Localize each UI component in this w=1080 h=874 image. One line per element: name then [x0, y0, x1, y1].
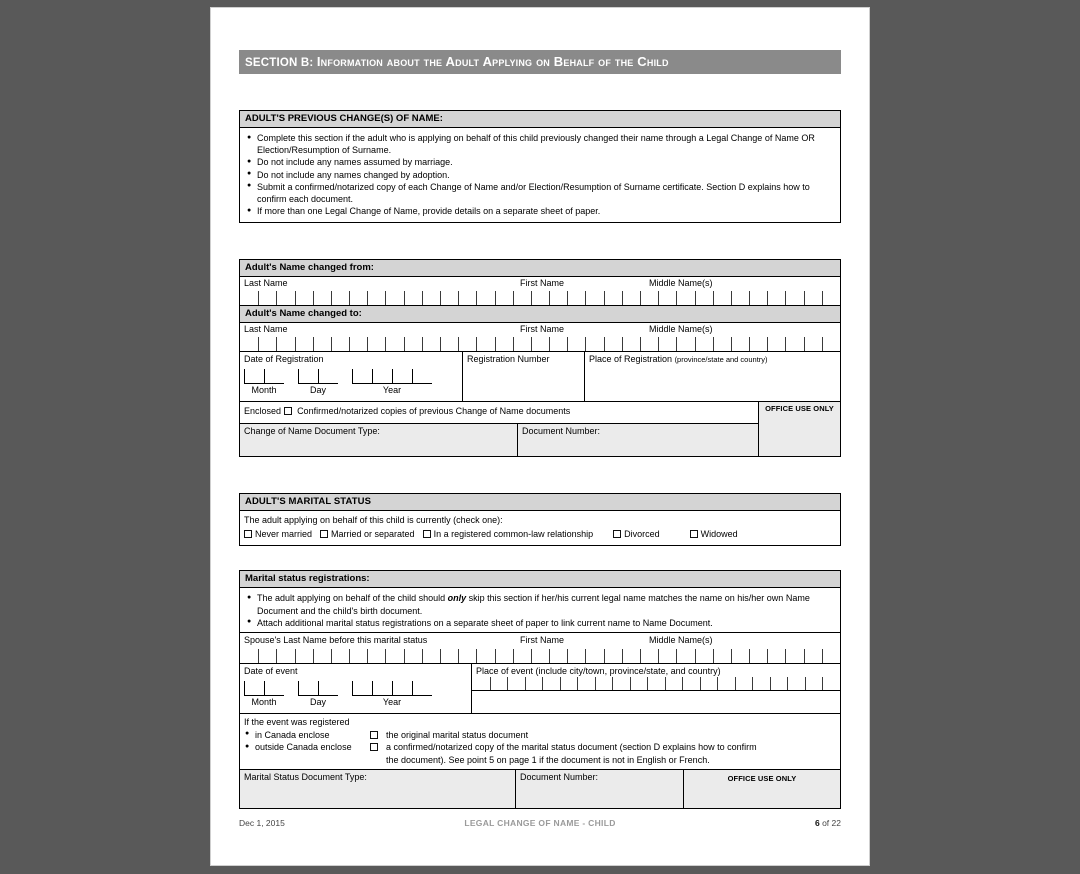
outside-canada-label: ● outside Canada enclose: [244, 741, 370, 754]
year-input[interactable]: [352, 369, 432, 384]
middle-name-label: Middle Name(s): [649, 278, 713, 289]
marital-document-row: [240, 769, 840, 808]
footer-page-current: 6: [814, 818, 820, 829]
event-day-group: [298, 681, 338, 709]
bullet1-pre: The adult applying on behalf of the child should: [257, 593, 448, 604]
enclosed-checkbox[interactable]: [284, 407, 292, 415]
date-of-registration-inputs: [240, 365, 462, 397]
widowed-label: Widowed: [700, 529, 738, 540]
place-of-registration-text: Place of Registration: [589, 354, 673, 365]
date-of-event-label: Date of event: [244, 666, 298, 677]
outside-canada-checkbox[interactable]: [370, 743, 378, 751]
name-changed-to-header: Adult's Name changed to:: [240, 305, 840, 323]
spouse-middle-name-label: Middle Name(s): [649, 635, 713, 646]
last-name-label: Last Name: [244, 324, 288, 335]
event-day-label: Day: [309, 697, 326, 708]
footer-title: LEGAL CHANGE OF NAME - CHILD: [464, 818, 616, 829]
day-group: [298, 369, 338, 397]
footer-date: Dec 1, 2015: [239, 818, 285, 829]
year-group: [352, 369, 432, 397]
day-label: Day: [309, 385, 326, 396]
page-content: [239, 50, 841, 828]
event-year-label: Year: [382, 697, 402, 708]
option-married-or-separated[interactable]: [320, 527, 415, 541]
list-item: ● Submit a confirmed/notarized copy of each Change of Name and/or Election/Resumption of Surname certificate. Section D explains how to confirm each document.: [246, 181, 834, 205]
enclosed-and-office-row: [240, 401, 840, 456]
option-widowed[interactable]: [690, 527, 738, 541]
divorced-label: Divorced: [624, 529, 660, 540]
name-from-labels: [240, 277, 840, 291]
option-common-law[interactable]: [423, 527, 594, 541]
spouse-name-labels: [240, 632, 840, 649]
spouse-last-name-label: Spouse's Last Name before this marital status: [244, 635, 428, 646]
previous-change-of-name-block: [239, 110, 841, 223]
marital-status-body: [240, 511, 840, 545]
list-item: ● Do not include any names changed by adoption.: [246, 169, 834, 181]
event-day-input[interactable]: [298, 681, 338, 696]
spouse-first-name-label: First Name: [520, 635, 565, 646]
event-row: [240, 663, 840, 713]
registration-number-cell[interactable]: [462, 352, 584, 401]
event-year-group: [352, 681, 432, 709]
marital-status-document-type-label: Marital Status Document Type:: [244, 772, 367, 783]
adult-marital-status-block: [239, 493, 841, 546]
document-number-cell[interactable]: [517, 424, 758, 456]
place-of-event-label: Place of event (include city/town, province/state, and country): [476, 666, 721, 677]
last-name-label: Last Name: [244, 278, 288, 289]
office-use-only-label: OFFICE USE ONLY: [765, 404, 834, 414]
option-never-married[interactable]: [244, 527, 312, 541]
office-use-only-panel: [758, 402, 840, 456]
date-of-event-inputs: [240, 677, 471, 709]
month-label: Month: [251, 385, 277, 396]
enclosed-line: [240, 402, 758, 424]
event-year-input[interactable]: [352, 681, 432, 696]
enclosed-description: Confirmed/notarized copies of previous Change of Name documents: [297, 406, 571, 417]
section-b-banner: [239, 50, 841, 74]
date-of-registration-cell: [240, 352, 462, 401]
month-group: [244, 369, 284, 397]
outside-canada-text-continued: the document). See point 5 on page 1 if the document is not in English or French.: [386, 754, 710, 765]
name-to-labels: [240, 323, 840, 337]
event-month-input[interactable]: [244, 681, 284, 696]
marital-registrations-header: Marital status registrations:: [240, 571, 840, 588]
change-of-name-document-type-label: Change of Name Document Type:: [244, 426, 380, 437]
change-of-name-document-type-cell[interactable]: [240, 424, 517, 456]
registration-row: [240, 351, 840, 401]
year-label: Year: [382, 385, 402, 396]
previous-change-header: ADULT'S PREVIOUS CHANGE(S) OF NAME:: [240, 111, 840, 128]
in-canada-label: ● in Canada enclose: [244, 729, 370, 742]
marital-office-use-only-panel: [683, 770, 840, 808]
place-of-event-cell: [471, 664, 840, 713]
place-of-event-comb-input[interactable]: [472, 677, 840, 691]
registration-number-label: Registration Number: [467, 354, 550, 365]
page-footer: [239, 818, 841, 828]
name-to-comb-input[interactable]: [240, 337, 840, 351]
month-input[interactable]: [244, 369, 284, 384]
list-item: ● If more than one Legal Change of Name, provide details on a separate sheet of paper.: [246, 205, 834, 217]
place-of-registration-label: [585, 352, 840, 365]
first-name-label: First Name: [520, 278, 565, 289]
common-law-label: In a registered common-law relationship: [433, 529, 594, 540]
married-or-separated-checkbox[interactable]: [320, 530, 328, 538]
enclosed-label: Enclosed: [244, 406, 282, 417]
document-number-label: Document Number:: [522, 426, 601, 437]
marital-document-number-cell[interactable]: [515, 770, 683, 808]
section-b-label: SECTION B:: [245, 57, 314, 69]
list-item: ● Complete this section if the adult who is applying on behalf of this child previously changed their name through a Legal Change of Name OR Election/Resumption of Surname.: [246, 132, 834, 156]
never-married-checkbox[interactable]: [244, 530, 252, 538]
married-or-separated-label: Married or separated: [331, 529, 415, 540]
in-canada-checkbox[interactable]: [370, 731, 378, 739]
list-item: ● Attach additional marital status registrations on a separate sheet of paper to link current name to Name Document.: [246, 617, 834, 629]
list-item: [246, 592, 834, 616]
footer-page-number: [691, 818, 841, 828]
outside-canada-text: a confirmed/notarized copy of the marital status document (section D explains how to confirm: [386, 742, 757, 753]
previous-change-bullet-list: [240, 128, 840, 222]
middle-name-label: Middle Name(s): [649, 324, 713, 335]
day-input[interactable]: [298, 369, 338, 384]
event-registered-intro: If the event was registered: [244, 717, 350, 728]
widowed-checkbox[interactable]: [690, 530, 698, 538]
bullet1-emphasis: only: [447, 593, 467, 604]
divorced-checkbox[interactable]: [613, 530, 621, 538]
event-registered-block: [240, 713, 840, 769]
marital-office-use-only-label: OFFICE USE ONLY: [727, 774, 797, 784]
marital-status-document-type-cell[interactable]: [240, 770, 515, 808]
place-of-registration-cell[interactable]: [584, 352, 840, 401]
date-of-registration-label: Date of Registration: [244, 354, 324, 365]
date-of-event-cell: [240, 664, 471, 713]
name-change-table: [239, 259, 841, 457]
document-detail-row: [240, 424, 758, 456]
marital-status-registrations-block: [239, 570, 841, 809]
list-item: ● Do not include any names assumed by marriage.: [246, 156, 834, 168]
first-name-label: First Name: [520, 324, 565, 335]
event-month-group: [244, 681, 284, 709]
document-page: [211, 8, 869, 865]
event-month-label: Month: [251, 697, 277, 708]
name-from-comb-input[interactable]: [240, 291, 840, 305]
name-changed-from-header: Adult's Name changed from:: [240, 260, 840, 277]
in-canada-row: [244, 729, 836, 742]
section-b-title: Information about the Adult Applying on Behalf of the Child: [316, 54, 669, 69]
footer-page-total: of 22: [819, 818, 841, 829]
option-divorced[interactable]: [613, 527, 660, 541]
marital-status-options: [244, 527, 836, 541]
marital-status-header: ADULT'S MARITAL STATUS: [240, 494, 840, 511]
place-of-registration-note: (province/state and country): [674, 355, 768, 365]
common-law-checkbox[interactable]: [423, 530, 431, 538]
bullet1-post: skip this section if her/his current legal name matches the name on his/her own Name Document and the child's birth document.: [257, 593, 810, 616]
spouse-name-comb-input[interactable]: [240, 649, 840, 663]
enclosed-left-column: [240, 402, 758, 456]
marital-document-number-label: Document Number:: [520, 772, 599, 783]
marital-status-prompt: The adult applying on behalf of this child is currently (check one):: [244, 515, 503, 526]
marital-registrations-bullets: [240, 588, 840, 632]
outside-canada-checkbox-col: [370, 741, 386, 754]
outside-canada-row: [244, 741, 836, 754]
in-canada-text: the original marital status document: [386, 729, 529, 740]
never-married-label: Never married: [255, 529, 313, 540]
place-of-event-extra-line[interactable]: [472, 691, 840, 712]
in-canada-checkbox-col: [370, 729, 386, 742]
